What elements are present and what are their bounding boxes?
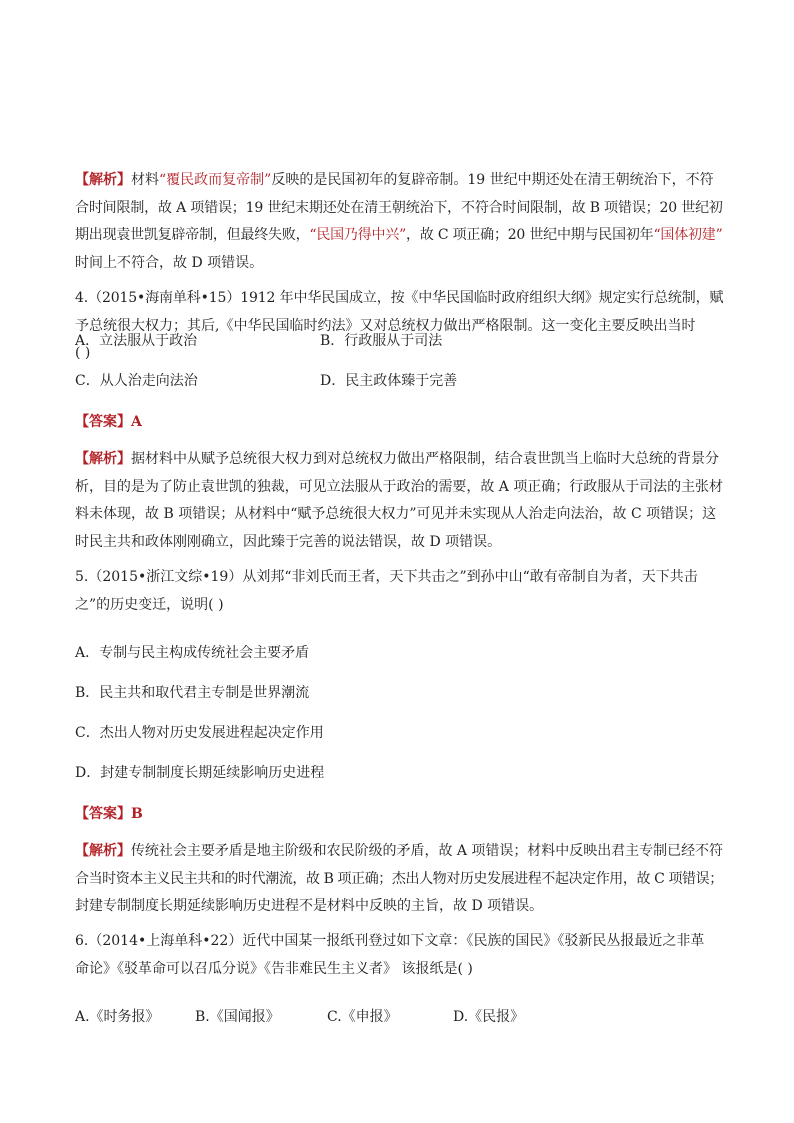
answer-tag: 【答案】 — [75, 414, 131, 430]
analysis-text: 时间上不符合，故 D 项错误。 — [75, 254, 264, 271]
question-4 — [75, 285, 723, 368]
question-text: 之”的历史变迁，说明( ) — [75, 596, 224, 613]
question-text: 命论》《驳革命可以召瓜分说》《告非难民生主义者》 该报纸是( ) — [75, 960, 473, 977]
answer-4 — [75, 412, 142, 432]
analysis-tag: 【解析】 — [75, 172, 131, 188]
answer-5 — [75, 804, 143, 824]
quoted-phrase: “民国乃得中兴” — [309, 227, 407, 243]
answer-value: B — [131, 806, 143, 822]
analysis-q5 — [75, 838, 723, 921]
option-c: C.《申报》 — [327, 1009, 398, 1025]
analysis-tag: 【解析】 — [75, 843, 131, 859]
option-b: B．行政服从于司法 — [320, 333, 443, 349]
analysis-q4 — [75, 446, 723, 556]
analysis-text: 合当时资本主义民主共和的时代潮流，故 B 项正确；杰出人物对历史发展进程不起决定作用，故 C 项错误； — [75, 870, 723, 887]
question-blank: ( ) — [75, 345, 91, 361]
quoted-phrase: “覆民政而复帝制” — [159, 172, 272, 188]
analysis-text: 时民主共和政体刚刚确立，因此臻于完善的说法错误，故 D 项错误。 — [75, 533, 502, 550]
analysis-text: 传统社会主要矛盾是地主阶级和农民阶级的矛盾，故 A 项错误；材料中反映出君主专制已经不符 — [130, 843, 724, 859]
question-text: 予总统很大权力；其后,《中华民国临时约法》又对总统权力做出严格限制。这一变化主要反映出当时 — [75, 317, 696, 334]
analysis-q3 — [75, 167, 723, 277]
answer-tag: 【答案】 — [75, 806, 131, 822]
answer-value: A — [131, 414, 142, 430]
analysis-text: ，故 C 项正确；20 世纪中期与民国初年 — [406, 227, 654, 243]
analysis-text: 期出现袁世凯复辟帝制，但最终失败， — [75, 227, 310, 243]
analysis-tag: 【解析】 — [75, 451, 131, 467]
option-b: B．民主共和取代君主专制是世界潮流 — [75, 685, 310, 701]
option-a: A.《时务报》 — [75, 1009, 160, 1025]
option-d: D.《民报》 — [453, 1009, 525, 1025]
option-c: C．杰出人物对历史发展进程起决定作用 — [75, 725, 324, 741]
analysis-text: 封建专制制度长期延续影响历史进程不是材料中反映的主旨，故 D 项错误。 — [75, 898, 544, 914]
option-d: D．民主政体臻于完善 — [320, 373, 458, 389]
analysis-text: 材料 — [131, 172, 159, 188]
analysis-text: 析，目的是为了防止袁世凯的独裁，可见立法服从于政治的需要，故 A 项正确；行政服从于司法的主张材 — [75, 478, 724, 495]
question-text: 4.（2015•海南单科•15）1912 年中华民国成立，按《中华民国临时政府组织大纲》规定实行总统制，赋 — [75, 290, 724, 306]
quoted-phrase: “国体初建” — [653, 227, 723, 243]
option-b: B.《国闻报》 — [195, 1009, 280, 1025]
analysis-text: 料未体现，故 B 项错误；从材料中“赋予总统很大权力”可见并未实现从人治走向法治，故 C 项错误；这 — [75, 506, 717, 522]
question-text: 5.（2015•浙江文综•19）从刘邦“非刘氏而王者，天下共击之”到孙中山“敢有帝制自为者，天下共击 — [75, 569, 698, 585]
question-5 — [75, 564, 723, 619]
option-a: A．立法服从于政治 — [75, 333, 198, 349]
analysis-text: 合时间限制，故 A 项错误；19 世纪末期还处在清王朝统治下，不符合时间限制，故 B 项错误；20 世纪初 — [75, 199, 723, 216]
option-a: A．专制与民主构成传统社会主要矛盾 — [75, 645, 310, 661]
option-d: D．封建专制制度长期延续影响历史进程 — [75, 765, 325, 781]
option-c: C．从人治走向法治 — [75, 373, 198, 389]
question-6 — [75, 928, 723, 983]
analysis-text: 反映的是民国初年的复辟帝制。19 世纪中期还处在清王朝统治下，不符 — [271, 172, 714, 188]
question-text: 6.（2014•上海单科•22）近代中国某一报纸刊登过如下文章：《民族的国民》《驳新民丛报最近之非革 — [75, 933, 705, 949]
analysis-text: 据材料中从赋予总统很大权力到对总统权力做出严格限制，结合袁世凯当上临时大总统的背景分 — [131, 451, 719, 467]
